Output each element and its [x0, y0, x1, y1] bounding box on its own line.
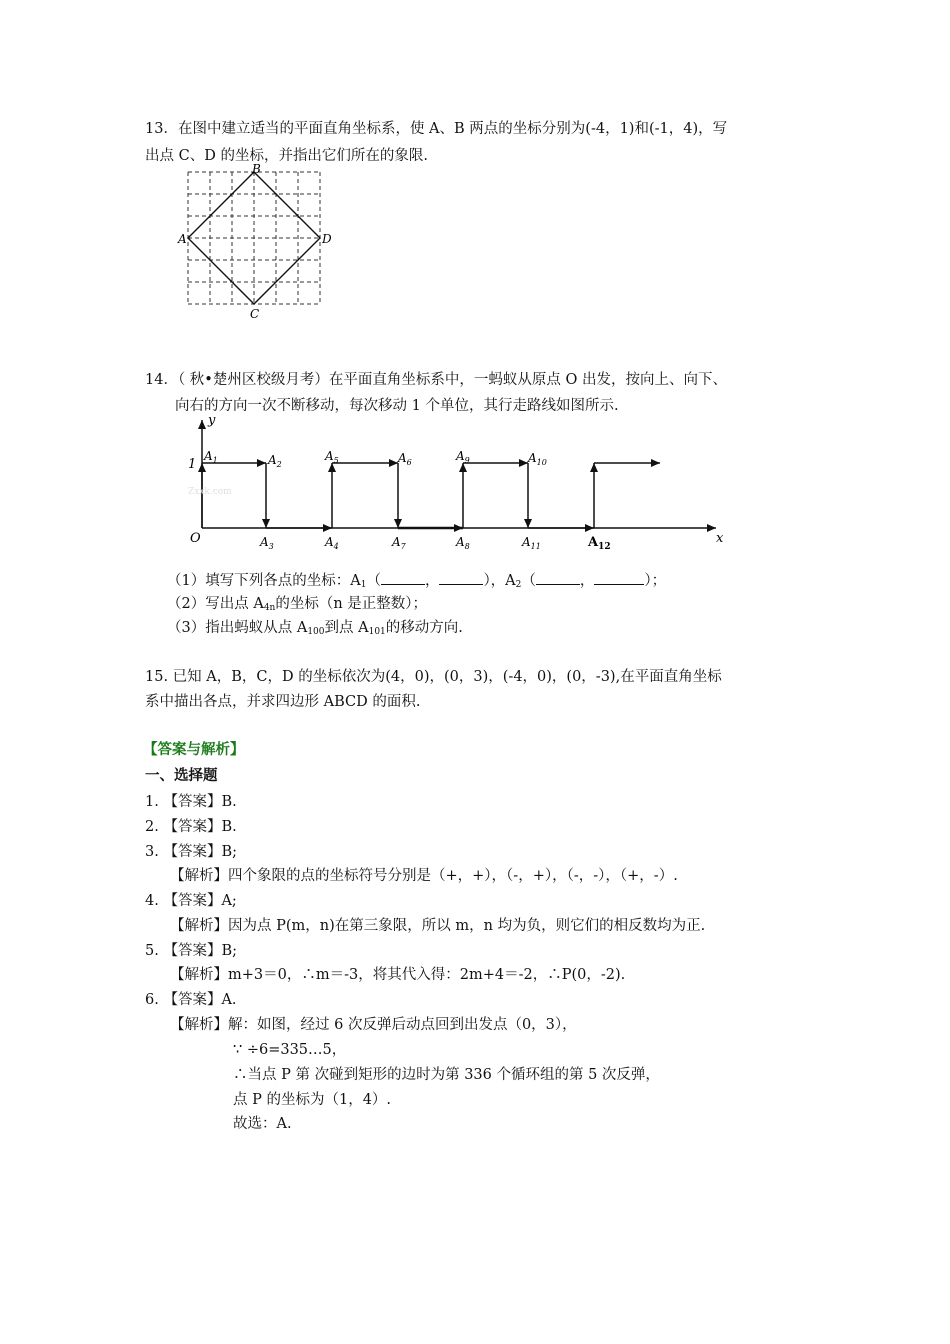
q14-label-a3: $A_3$ — [260, 535, 274, 551]
answer-4-explanation: 【解析】因为点 P(m，n)在第三象限，所以 m，n 均为负，则它们的相反数均为正. — [170, 918, 706, 934]
q14-label-a2: $A_2$ — [268, 453, 282, 469]
q14-path-figure — [180, 412, 740, 552]
q15-line1: 15. 已知 A，B，C，D 的坐标依次为(4，0)，(0，3)，(-4，0)，(0，-3),在平面直角坐标 — [145, 669, 722, 685]
answer-6-step4: 点 P 的坐标为（1，4）. — [233, 1092, 392, 1108]
q14-label-a6: $A_6$ — [398, 451, 412, 467]
answer-3: 3. 【答案】B; — [145, 844, 237, 860]
q14-one: 1 — [188, 457, 197, 472]
q14-line1: 14．（ 秋•楚州区校级月考）在平面直角坐标系中，一蚂蚁从原点 O 出发，按向上、向下、 — [145, 372, 727, 388]
q13-line2: 出点 C、D 的坐标，并指出它们所在的象限. — [145, 148, 429, 164]
q14-sub3: （3）指出蚂蚁从点 $A_{100}$到点 $A_{101}$的移动方向. — [167, 620, 463, 637]
answer-6-step3: ∴当点 P 第 次碰到矩形的边时为第 336 个循环组的第 5 次反弹， — [233, 1067, 660, 1083]
q14-sub1: （1）填写下列各点的坐标：$A_1$（ ， ），$A_2$（ ， ）； — [167, 570, 666, 591]
q14-label-a5: $A_5$ — [325, 449, 339, 465]
q14-label-a1: $A_1$ — [204, 449, 218, 465]
q13-grid-figure — [175, 162, 335, 322]
answer-2: 2. 【答案】B. — [145, 819, 237, 835]
q14-label-a7: $A_7$ — [392, 535, 406, 551]
answer-6-explanation: 【解析】解：如图，经过 6 次反弹后动点回到出发点（0，3）， — [170, 1017, 577, 1033]
answer-6-step2: ∵ ÷6=335…5， — [233, 1042, 347, 1058]
answer-5-explanation: 【解析】m+3＝0，∴m＝-3，将其代入得：2m+4＝-2，∴P(0，-2). — [170, 967, 626, 983]
q14-origin: O — [190, 531, 201, 546]
q14-line2: 向右的方向一次不断移动，每次移动 1 个单位，其行走路线如图所示. — [175, 398, 619, 414]
q14-label-a9: $A_9$ — [456, 449, 470, 465]
answer-5: 5. 【答案】B; — [145, 943, 237, 959]
answer-6: 6. 【答案】A. — [145, 992, 237, 1008]
q14-label-a11: $A_{11}$ — [522, 535, 541, 551]
answer-1: 1. 【答案】B. — [145, 794, 237, 810]
q13-line1: 13．在图中建立适当的平面直角坐标系，使 A、B 两点的坐标分别为(-4，1)和(-1，4)，写 — [145, 121, 728, 137]
answer-blank[interactable] — [594, 570, 644, 585]
answer-blank[interactable] — [439, 570, 483, 585]
q14-label-a12: $A_{12}$ — [588, 535, 611, 552]
q14-label-a8: $A_8$ — [456, 535, 470, 551]
q14-watermark: Zxxk.com — [188, 487, 232, 497]
section-title: 一、选择题 — [145, 768, 218, 784]
q14-label-a4: $A_4$ — [325, 535, 339, 551]
q13-label-b: B — [252, 162, 261, 176]
q13-label-a: A — [178, 232, 187, 246]
q14-label-a10: $A_{10}$ — [528, 451, 547, 467]
answer-4: 4. 【答案】A; — [145, 893, 237, 909]
answers-header: 【答案与解析】 — [143, 742, 245, 758]
answer-blank[interactable] — [381, 570, 425, 585]
answer-6-step5: 故选：A. — [233, 1116, 292, 1132]
q15-line2: 系中描出各点，并求四边形 ABCD 的面积. — [145, 694, 421, 710]
q13-label-c: C — [250, 307, 260, 321]
q14-sub2: （2）写出点 $A_{4n}$的坐标（n 是正整数）； — [167, 596, 428, 613]
answer-blank[interactable] — [536, 570, 580, 585]
q14-axis-y: y — [208, 413, 216, 428]
q13-label-d: D — [322, 232, 332, 246]
q14-axis-x: x — [716, 531, 724, 546]
answer-3-explanation: 【解析】四个象限的点的坐标符号分别是（+，+），（-，+），（-，-），（+，-）. — [170, 868, 678, 884]
